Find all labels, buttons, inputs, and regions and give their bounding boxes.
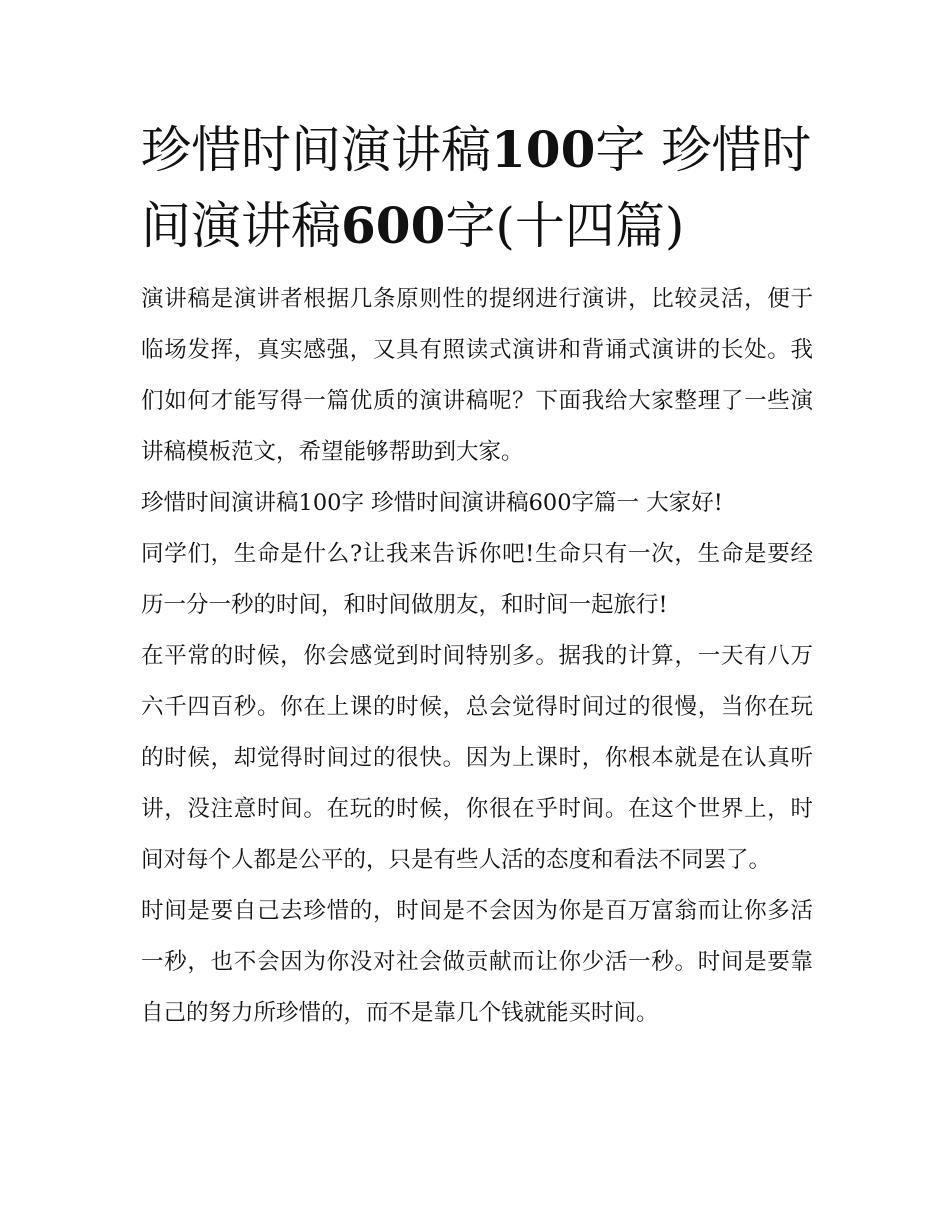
intro-paragraph: 演讲稿是演讲者根据几条原则性的提纲进行演讲，比较灵活，便于临场发挥，真实感强，又具有照读式演讲和背诵式演讲的长处。我们如何才能写得一篇优质的演讲稿呢？下面我给大家整理了一些演讲稿模板范文，希望能够帮助到大家。	[141, 286, 813, 465]
title-number: 600	[341, 196, 446, 255]
document-body	[141, 274, 813, 1039]
body-paragraph: 时间是要自己去珍惜的，时间是不会因为你是百万富翁而让你多活一秒，也不会因为你没对社会做贡献而让你少活一秒。时间是要靠自己的努力所珍惜的，而不是靠几个钱就能买时间。	[141, 898, 813, 1026]
body-paragraph: 同学们，生命是什么?让我来告诉你吧!生命只有一次，生命是要经历一分一秒的时间，和时间做朋友，和时间一起旅行!	[141, 541, 813, 618]
document-content	[141, 112, 813, 1039]
body-paragraph: 在平常的时候，你会感觉到时间特别多。据我的计算，一天有八万六千四百秒。你在上课的时候，总会觉得时间过的很慢，当你在玩的时候，却觉得时间过的很快。因为上课时，你根本就是在认真听讲，没注意时间。在玩的时候，你很在乎时间。在这个世界上，时间对每个人都是公平的，只是有些人活的态度和看法不同罢了。	[141, 643, 813, 873]
section-heading-paragraph: 珍惜时间演讲稿100字 珍惜时间演讲稿600字篇一 大家好!	[141, 490, 723, 516]
title-number: 100	[491, 120, 596, 179]
document-title: 珍惜时间演讲稿100字 珍惜时间演讲稿600字(十四篇)	[141, 120, 812, 255]
